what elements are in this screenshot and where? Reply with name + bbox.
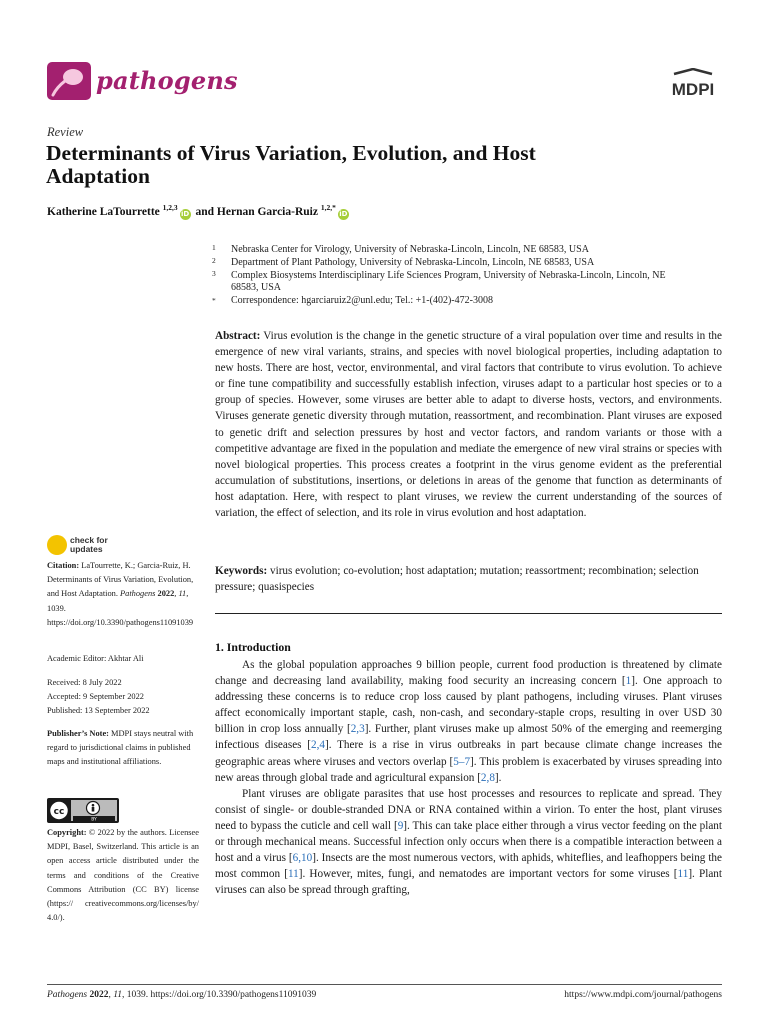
correspondence-text: Correspondence: hgarciaruiz2@unl.edu; Tel.: +1-(402)-472-3008 — [231, 295, 493, 307]
affiliation-mark: * — [212, 296, 216, 306]
check-for-updates-button[interactable] — [47, 535, 167, 557]
footer-divider — [47, 984, 722, 985]
author-list — [47, 203, 351, 220]
citation-link[interactable]: 2,8 — [480, 771, 495, 784]
affiliation — [212, 257, 722, 270]
author-affil-sup: 1,2,3 — [162, 203, 178, 212]
affiliation-text: Department of Plant Pathology, University of Nebraska-Lincoln, Lincoln, NE 68583, USA — [231, 256, 595, 268]
cc-badge-icon — [47, 798, 119, 823]
mdpi-logo-icon[interactable] — [664, 68, 722, 100]
affiliations — [212, 244, 722, 308]
paragraph: Plant viruses are obligate parasites that use host processes and resources to replicate and spread. They consist of single- or double-stranded DNA or RNA contained within a virion. To enter the host, plant viruses need to bypass the cuticle and cell wall [9]. This can take place either through a virus vector feeding on the plant or through mechanical means. Successful infection only occurs when there is a compatible interaction between a host and a virus [6,10]. Insects are the most numerous vectors, with aphids, whiteflies, and leafhoppers being the most common [11]. However, mites, fungi, and nematodes are important vectors for some viruses [11]. Plant viruses can also be spread through grafting, — [215, 787, 722, 897]
affiliation-mark: 3 — [212, 268, 216, 278]
affiliation-text: Complex Biosystems Interdisciplinary Life Sciences Program, University of Nebraska-Lincoln, Lincoln, NE 68583, USA — [231, 269, 666, 294]
pathogens-logo-icon — [47, 62, 91, 100]
body-text — [215, 657, 722, 898]
keywords-label: Keywords: — [215, 565, 268, 577]
author-name: and Hernan Garcia-Ruiz — [192, 205, 321, 218]
received-date: Received: 8 July 2022 — [47, 678, 122, 687]
footer-citation: Pathogens 2022, 11, 1039. https://doi.org/10.3390/pathogens11091039 — [47, 990, 317, 1000]
cc-by-license-icon[interactable] — [47, 798, 119, 823]
published-date: Published: 13 September 2022 — [47, 706, 150, 716]
footer-doi-link[interactable]: , 1039. https://doi.org/10.3390/pathogens11091039 — [122, 990, 317, 1000]
footer-journal-url[interactable]: https://www.mdpi.com/journal/pathogens — [564, 990, 722, 1000]
affiliation-mark: 2 — [212, 255, 216, 265]
abstract — [215, 328, 722, 521]
citation-link[interactable]: 11 — [287, 868, 299, 881]
affiliation — [212, 244, 722, 257]
citation-link[interactable]: 2,3 — [350, 723, 365, 736]
accepted-date: Accepted: 9 September 2022 — [47, 692, 144, 702]
check-updates-label: check for — [70, 535, 108, 545]
journal-name[interactable]: pathogens — [96, 66, 238, 95]
citation-link[interactable]: 6,10 — [292, 852, 313, 865]
keywords — [215, 563, 722, 595]
author-name: Katherine LaTourrette — [47, 205, 163, 218]
publisher-name: MDPI — [671, 80, 715, 99]
divider — [215, 613, 722, 614]
check-updates-label: updates — [70, 544, 103, 554]
section-heading: 1. Introduction — [215, 640, 291, 654]
citation-link[interactable]: 11 — [677, 868, 689, 881]
dates — [47, 676, 199, 719]
citation-link[interactable]: 1 — [625, 675, 632, 688]
author-affil-sup: 1,2,* — [320, 203, 336, 212]
citation-link[interactable]: 9 — [397, 819, 404, 832]
publisher-note: Publisher’s Note: MDPI stays neutral with regard to jurisdictional claims in published maps and institutional affiliations. — [47, 729, 194, 767]
citation-block: Citation: LaTourrette, K.; Garcia-Ruiz, H. Determinants of Virus Variation, Evolution, and Host Adaptation. Pathogens 2022, 11, 1039. https://doi.org/10.3390/pathogens11091039 — [47, 561, 194, 627]
paragraph: As the global population approaches 9 billion people, current food production is threatened by climate change and decreasing land availability, making food security an increasing concern [1]. One approach to addressing these concerns is to reduce crop loss caused by plant pathogens, including viruses. Plant viruses affect economically important staple, cash, non-cash, and secondary-staple crops, resulting in over USD 30 billion in crop loss annually [2,3]. Further, plant viruses make up almost 50% of the emerging and reemerging infectious diseases [2,4]. There is a rise in virus outbreaks in part because climate change increases the geographic areas where viruses and vectors overlap [5–7]. This problem is exacerbated by viruses spreading into new areas through global trade and agricultural expansion [2,8]. — [215, 659, 723, 784]
article-title: Determinants of Virus Variation, Evolution, and Host Adaptation — [46, 141, 536, 188]
cc-by-label: BY — [91, 817, 97, 823]
svg-text:cc: cc — [53, 807, 65, 817]
check-updates-icon — [47, 535, 67, 555]
affiliation-mark: 1 — [212, 243, 216, 252]
affiliation-text: Nebraska Center for Virology, University of Nebraska-Lincoln, Lincoln, NE 68583, USA — [231, 244, 589, 255]
affiliation — [212, 270, 671, 296]
citation-link[interactable]: 5–7 — [453, 755, 471, 768]
abstract-text: Virus evolution is the change in the genetic structure of a viral population over time and results in the emergence of new viral variants, strains, and species with novel biological properties, including adaptation to new hosts. There are host, vector, environmental, and viral factors that contribute to virus evolution. To achieve or fine tune compatibility and successfully establish infection, viruses adapt to a particular host species or to a group of species. However, some viruses are better able to adapt to diverse hosts, vectors, and environments. Viruses generate genetic diversity through mutation, reassortment, and recombination. Plant viruses are exposed to genetic drift and selection pressures by host and vector factors, and random variants or those with a competitive advantage are fixed in the population and mediate the emergence of new viral strains or species with novel biological properties. This process creates a footprint in the virus genome evident as the preferential accumulation of substitutions, insertions, or deletions in areas of the genome that function as determinants of host adaptation. Here, with respect to plant viruses, we review the current understanding of the sources of variation, the effect of selection, and its role in virus evolution and host adaptation. — [215, 330, 722, 520]
copyright: Copyright: © 2022 by the authors. Licensee MDPI, Basel, Switzerland. This article is an open access article distributed under the terms and conditions of the Creative Commons Attribution (CC BY) license (https:// creativecommons.org/licenses/by/ 4.0/). — [47, 828, 199, 923]
academic-editor: Academic Editor: Akhtar Ali — [47, 654, 144, 663]
orcid-icon[interactable]: iD — [181, 209, 190, 218]
citation-link[interactable]: 2,4 — [311, 739, 326, 752]
citation-doi[interactable]: , 1039. https://doi.org/10.3390/pathogens11091039 — [47, 589, 194, 627]
article-type: Review — [47, 125, 84, 139]
orcid-icon[interactable]: iD — [339, 209, 348, 218]
correspondence — [212, 295, 722, 308]
abstract-label: Abstract: — [215, 330, 261, 342]
keywords-text: virus evolution; co-evolution; host adaptation; mutation; reassortment; recombination; selection pressure; quasispecies — [215, 565, 699, 594]
